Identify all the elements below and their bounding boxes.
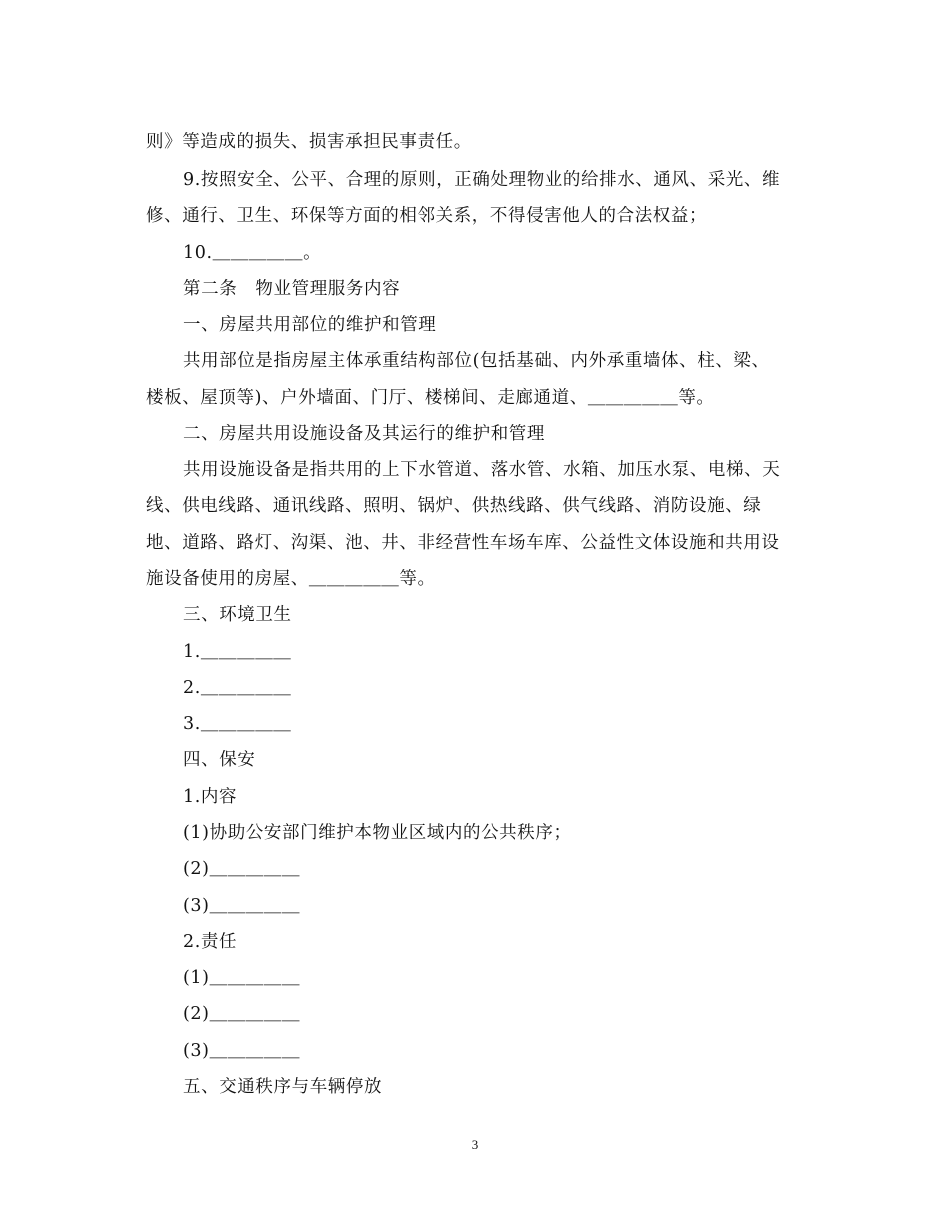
list-item: (3)＿＿＿＿＿ xyxy=(183,1041,301,1061)
list-item: (1)协助公安部门维护本物业区域内的公共秩序； xyxy=(183,823,572,843)
paragraph-line: 线、供电线路、通讯线路、照明、锅炉、供热线路、供气线路、消防设施、绿 xyxy=(146,496,762,516)
paragraph-line: 共用部位是指房屋主体承重结构部位(包括基础、内外承重墙体、柱、梁、 xyxy=(183,351,770,371)
list-item: 1.＿＿＿＿＿ xyxy=(183,642,292,662)
paragraph-line: 修、通行、卫生、环保等方面的相邻关系，不得侵害他人的合法权益； xyxy=(146,206,708,226)
subsection-heading: 二、房屋共用设施设备及其运行的维护和管理 xyxy=(183,424,545,444)
subsection-heading: 一、房屋共用部位的维护和管理 xyxy=(183,315,437,335)
section-heading: 第二条 物业管理服务内容 xyxy=(183,279,401,299)
paragraph-line: 楼板、屋顶等)、户外墙面、门厅、楼梯间、走廊通道、＿＿＿＿＿等。 xyxy=(146,388,715,408)
paragraph-line: 10.＿＿＿＿＿。 xyxy=(183,243,322,263)
list-item: (3)＿＿＿＿＿ xyxy=(183,896,301,916)
page-number: 3 xyxy=(471,1137,479,1152)
list-item: 3.＿＿＿＿＿ xyxy=(183,714,292,734)
paragraph-line: 共用设施设备是指共用的上下水管道、落水管、水箱、加压水泵、电梯、天 xyxy=(183,460,781,480)
list-item: (2)＿＿＿＿＿ xyxy=(183,859,301,879)
list-item: (2)＿＿＿＿＿ xyxy=(183,1004,301,1024)
subsection-heading: 四、保安 xyxy=(183,750,256,770)
list-item: 2.责任 xyxy=(183,932,238,952)
list-item: 1.内容 xyxy=(183,787,238,807)
list-item: (1)＿＿＿＿＿ xyxy=(183,968,301,988)
list-item: 2.＿＿＿＿＿ xyxy=(183,678,292,698)
paragraph-line: 施设备使用的房屋、＿＿＿＿＿等。 xyxy=(146,569,436,589)
paragraph-line: 9.按照安全、公平、合理的原则，正确处理物业的给排水、通风、采光、维 xyxy=(183,170,781,190)
paragraph-line: 地、道路、路灯、沟渠、池、井、非经营性车场车库、公益性文体设施和共用设 xyxy=(146,533,780,553)
subsection-heading: 三、环境卫生 xyxy=(183,605,292,625)
paragraph-line: 则》等造成的损失、损害承担民事责任。 xyxy=(146,132,472,152)
subsection-heading: 五、交通秩序与车辆停放 xyxy=(183,1077,383,1097)
